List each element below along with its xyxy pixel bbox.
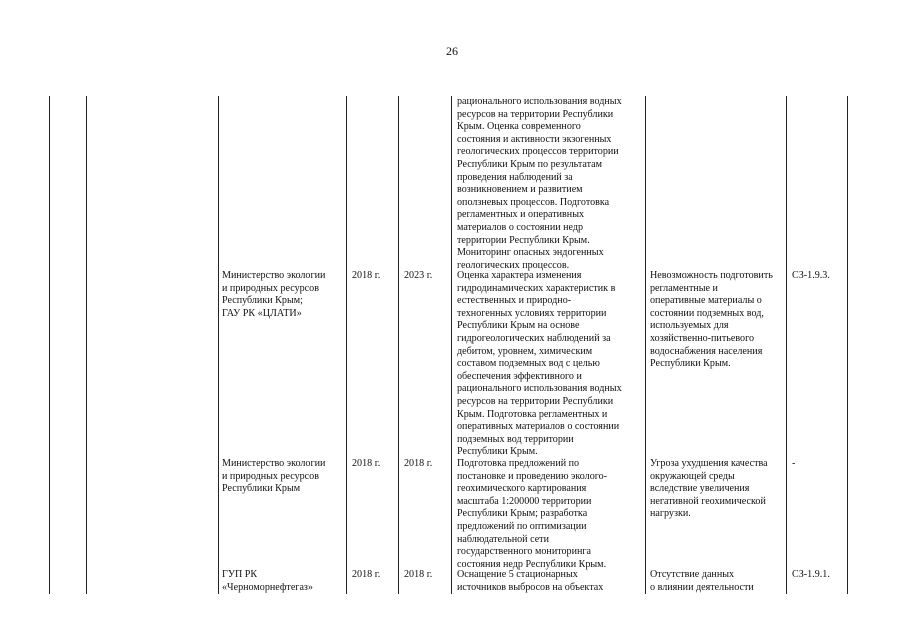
end-year: 2018 г. bbox=[404, 458, 433, 469]
column-divider bbox=[645, 96, 646, 594]
column-divider bbox=[218, 96, 219, 594]
risk-cell: Угроза ухудшения качества окружающей среды вследствие увеличения негативной геохимической нагрузки. bbox=[650, 458, 768, 520]
executor-cell: Министерство экологии и природных ресурсов Республики Крым bbox=[222, 458, 326, 495]
column-divider bbox=[398, 96, 399, 594]
end-year: 2023 г. bbox=[404, 270, 433, 281]
column-divider bbox=[847, 96, 848, 594]
event-content: Оценка характера изменения гидродинамических характеристик в естественных и природно- техногенных условиях территории Республики Крым на основе гидрогеологических наблюдений за дебитом, уровнем, химическим составом подземных вод с целью обеспечения эффективного и рационального использования водных ресурсов на территории Республики Крым. Подготовка регламентных и оперативных материалов о состоянии подземных вод территории Республики Крым. bbox=[457, 270, 622, 458]
event-content: Оснащение 5 стационарных источников выбросов на объектах bbox=[457, 569, 604, 593]
column-divider bbox=[86, 96, 87, 594]
event-content: рационального использования водных ресурсов на территории Республики Крым. Оценка современного состояния и активности экзогенных геологических процессов территории Республики Крым по результатам проведения наблюдений за возникновением и развитием оползневых процессов. Подготовка регламентных и оперативных материалов о состоянии недр территории Республики Крым. Мониторинг опасных эндогенных геологических процессов. bbox=[457, 96, 622, 271]
start-year: 2018 г. bbox=[352, 458, 381, 469]
code-cell: СЗ-1.9.3. bbox=[792, 270, 830, 281]
column-divider bbox=[49, 96, 50, 594]
executor-cell: Министерство экологии и природных ресурсов Республики Крым; ГАУ РК «ЦЛАТИ» bbox=[222, 270, 326, 319]
column-divider bbox=[451, 96, 452, 594]
code-cell: СЗ-1.9.1. bbox=[792, 569, 830, 580]
column-divider bbox=[346, 96, 347, 594]
start-year: 2018 г. bbox=[352, 270, 381, 281]
risk-cell: Отсутствие данных о влиянии деятельности bbox=[650, 569, 754, 593]
start-year: 2018 г. bbox=[352, 569, 381, 580]
page-number: 26 bbox=[446, 44, 458, 58]
executor-cell: ГУП РК «Черноморнефтегаз» bbox=[222, 569, 313, 593]
code-cell: - bbox=[792, 458, 796, 469]
event-content: Подготовка предложений по постановке и проведению эколого- геохимического картирования масштаба 1:200000 территории Республики Крым; разработка предложений по оптимизации наблюдательной сети государственного мониторинга состояния недр Республики Крым. bbox=[457, 458, 608, 570]
column-divider bbox=[786, 96, 787, 594]
risk-cell: Невозможность подготовить регламентные и оперативные материалы о состоянии подземных вод, используемых для хозяйственно-питьевого водоснабжения населения Республики Крым. bbox=[650, 270, 773, 370]
end-year: 2018 г. bbox=[404, 569, 433, 580]
